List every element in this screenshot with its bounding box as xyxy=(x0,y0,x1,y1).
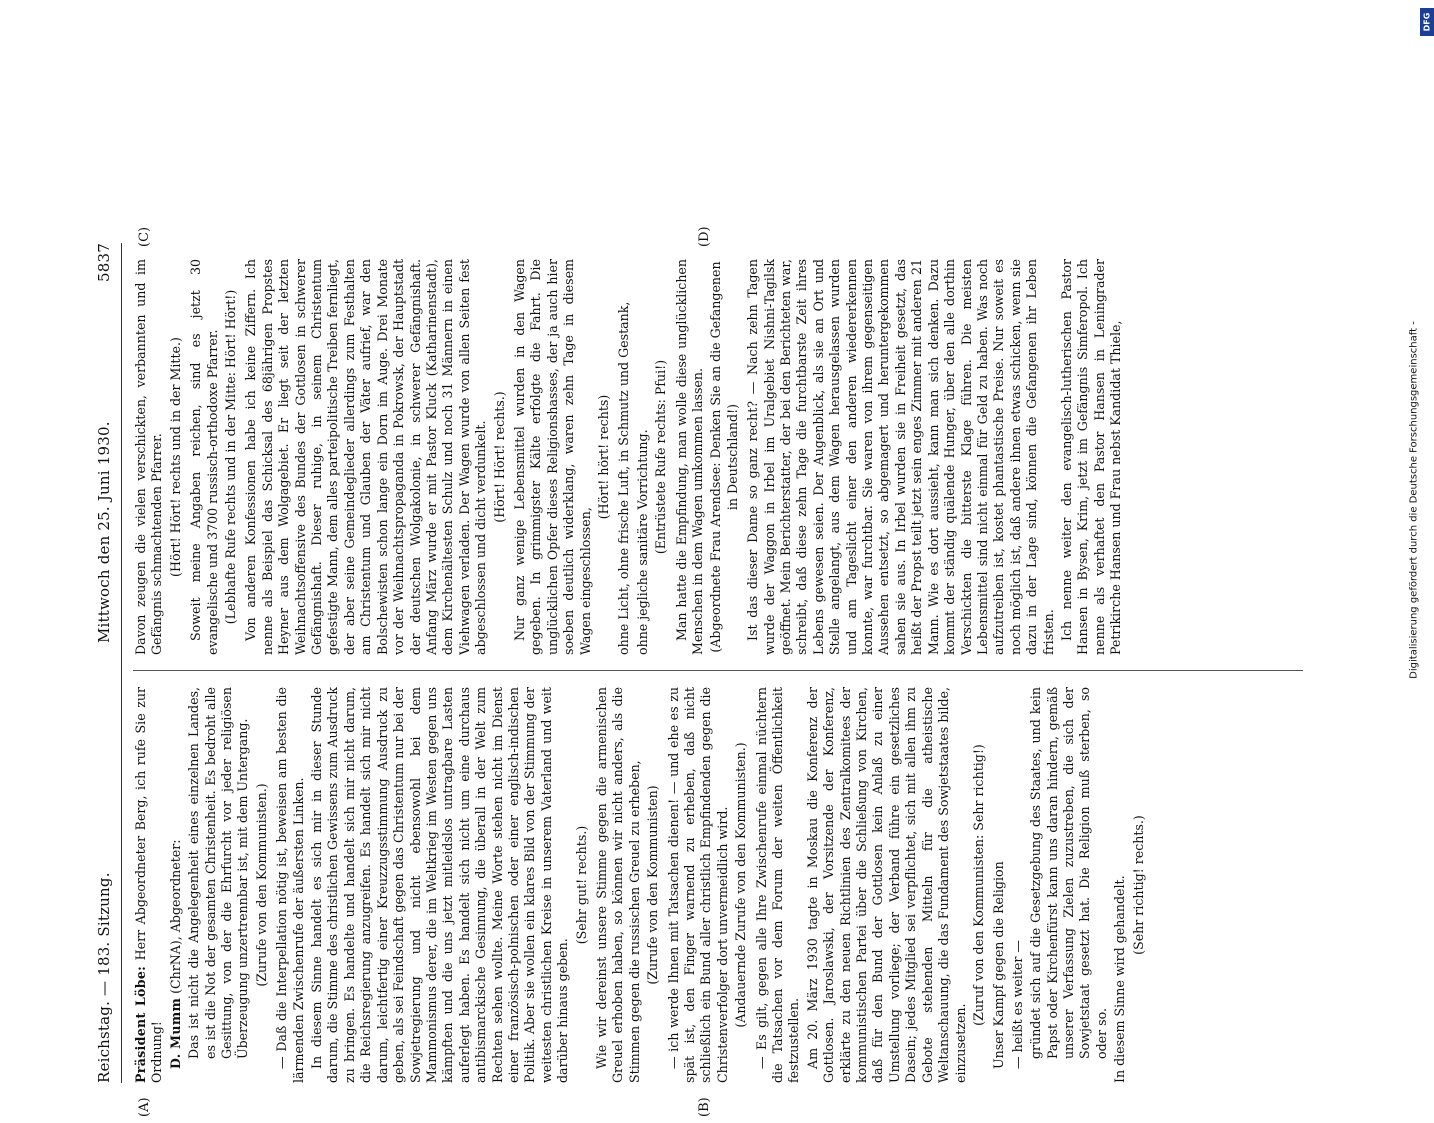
paragraph xyxy=(745,259,1057,655)
paragraph-text: (ChrNA), Abgeordneter: xyxy=(167,839,183,998)
paragraph-text: (Lebhafte Rufe rechts und in der Mitte: Hört! Hört!) xyxy=(222,289,238,624)
paragraph-text: — heißt es weiter — xyxy=(1009,939,1025,1069)
paragraph-text: Herr Abgeordneter Berg, ich rufe Sie zur Ordnung! xyxy=(132,686,164,1083)
right-column xyxy=(133,259,1308,655)
paragraph-text: (Zuruf von den Kommunisten: Sehr richtig!) xyxy=(970,743,986,1026)
paragraph xyxy=(753,687,802,1083)
paragraph-text: Ich nenne weiter den evangelisch-lutherischen Pastor Hansen in Bysen, Krim, jetzt im Gefängnis Simferopol. Ich nenne als verhaftet den Pastor Hansen in Leningrader Petrikirche Hansen und Frau nebst Kandidat Thiele, xyxy=(1058,258,1123,655)
paragraph-text: (Zurufe von den Kommunisten) xyxy=(644,784,660,985)
paragraph-text: (Hört! Hört! rechts.) xyxy=(491,390,507,523)
paragraph xyxy=(1028,687,1110,1083)
paragraph-text: (Hört! hört! rechts) xyxy=(595,394,611,519)
header-page-number: 5837 xyxy=(94,242,113,282)
header-date: Mittwoch den 25. Juni 1930. xyxy=(94,420,113,643)
paragraph-text: gründet sich auf die Gesetzgebung des Staates, und kein Papst oder Kirchenfürst kann uns daran hindern, gemäß unserer Verfassung Zielen zuzustreben, die sich der Sowjetstaat gesetzt hat. Die Religion muß sterben, so oder so. xyxy=(1027,686,1109,1059)
paragraph-text: Wie wir dereinst unsere Stimme gegen die armenischen Greuel erhoben haben, so können wir nicht anders, als die Stimmen gegen die russischen Greuel zu erheben, xyxy=(593,686,642,1083)
paragraph xyxy=(634,259,650,655)
left-column xyxy=(133,687,1308,1083)
paragraph xyxy=(593,687,642,1083)
paragraph xyxy=(274,687,307,1083)
paragraph-text: (Andauernde Zurufe von den Kommunisten.) xyxy=(732,741,748,1028)
paragraph-text: Soweit meine Angaben reichen, sind es jetzt 30 evangelische und 3700 russisch-orthodoxe Pfarrer. xyxy=(187,258,220,655)
paragraph-text: ohne Licht, ohne frische Luft, in Schmutz und Gestank, xyxy=(615,301,631,655)
paragraph-text: Ist das dieser Dame so ganz recht? — Nach zehn Tagen wurde der Waggon in Irbel im Uralgebiet Nishni-Tagilsk geöffnet. Mein Berichterstatter, der bei den Berichteten war, schreibt, daß diese zehn Tage die furchtbarste Zeit ihres Lebens gewesen seien. Der Augenblick, als sie an Ort und Stelle angelangt, aus dem Wagen herausgelassen wurden und am Tageslicht einer den anderen wiedererkennen konnte, war furchtbar. Sie waren von ihrem gegenseitigen Aussehen entsetzt, so abgemagert und heruntergekommen sahen sie aus. In Irbel wurden sie in Freiheit gesetzt, das heißt der Propst teilt jetzt sein enges Zimmer mit anderen 21 Mann. Wie es dort aussieht, kann man sich denken. Dazu kommt der ständig quälende Hunger, über den alle dorthin Verschickten die bitterste Klage führen. Die meisten Lebensmittel sind nicht einmal für Geld zu haben. Was noch aufzutreiben ist, kostet phantastische Preise. Nur soweit es noch möglich ist, daß andere ihnen etwas schicken, wenn sie dazu in der Lage sind, können die Gefangenen ihr Leben fristen. xyxy=(744,258,1056,655)
paragraph xyxy=(616,259,632,655)
paragraph xyxy=(167,687,183,1083)
paragraph xyxy=(223,259,239,655)
paragraph-text: Nur ganz wenige Lebensmittel wurden in den Wagen gegeben. In grimmigster Kälte erfolgte die Fahrt. Die unglücklichen Opfer dieses Religionshasses, der ja auch hier soeben deutlich widerklang, waren zehn Tage in diesem Wagen eingeschlossen, xyxy=(511,258,593,655)
paragraph xyxy=(1130,687,1146,1083)
paragraph xyxy=(1058,259,1124,655)
paragraph xyxy=(573,687,589,1083)
paragraph xyxy=(188,259,221,655)
page-header xyxy=(91,243,122,1083)
dfg-logo xyxy=(1420,8,1434,36)
paragraph xyxy=(253,687,269,1083)
paragraph-text: In diesem Sinne handelt es sich mir in dieser Stunde darum, die Stimme des christlichen Gewissens zum Ausdruck zu bringen. Es handelte und handelt sich mir nicht darum, die Reichsregierung anzugreifen. Es handelt sich mir nicht darum, leichtfertig einer Kreuzzugsstimmung Ausdruck zu geben, als sei Feindschaft gegen das Christentum nur bei der Sowjetregierung und nicht ebensowohl bei dem Mammonismus derer, die im Weltkrieg im Westen gegen uns kämpften und die uns jetzt mitleidslos untragbare Lasten auferlegt haben. Es handelt sich nicht um eine durchaus antibismarckische Gesinnung, die überall in der Welt zum Rechten sehen wollte. Meine Worte stehen nicht im Dienst einer französisch-polnischen oder einer englisch-indischen Politik. Aber sie wollen ein klares Bild von der Stimmung der weitesten christlichen Kreise in unserem Vaterland und weit darüber hinaus geben. xyxy=(308,686,570,1083)
paragraph-text: (Sehr richtig! rechts.) xyxy=(1130,814,1146,955)
margin-mark-b: (B) xyxy=(696,1096,712,1117)
speaker-name: D. Mumm xyxy=(167,997,183,1069)
rotated-page-content xyxy=(77,218,1322,1123)
paragraph-text: (Abgeordnete Frau Arendsee: Denken Sie an die Gefangenen in Deutschland!) xyxy=(707,260,740,653)
paragraph-text: Davon zeugen die vielen verschickten, verbannten und im Gefängnis schmachtenden Pfarrer. xyxy=(132,258,164,655)
paragraph xyxy=(804,687,968,1083)
margin-mark-c: (C) xyxy=(136,226,152,247)
paragraph xyxy=(991,687,1007,1083)
paragraph xyxy=(1112,687,1128,1083)
paragraph xyxy=(708,259,741,655)
paragraph-text: Unser Kampf gegen die Religion xyxy=(990,860,1006,1069)
dfg-logo-text: DFG xyxy=(1422,12,1432,32)
paragraph xyxy=(645,687,661,1083)
paragraph xyxy=(133,259,166,655)
paragraph xyxy=(167,259,183,655)
speaker-name: Präsident Löbe: xyxy=(132,965,148,1083)
paragraph-text: — Daß die Interpellation nötig ist, beweisen am besten die lärmenden Zwischenrufe der äußersten Linken. xyxy=(273,686,306,1083)
paragraph-text: — ich werde Ihnen mit Tatsachen dienen! — und ehe es zu spät ist, den Finger warnend zu erheben, daß nicht schließlich ein Bund aller christlich Empfindenden gegen die Christenverfolger dort unvermeidlich wird. xyxy=(665,686,730,1083)
paragraph xyxy=(309,687,572,1083)
paragraph-text: Man hatte die Empfindung, man wolle diese unglücklichen Menschen in dem Wagen umkommen lassen. xyxy=(673,258,705,655)
paragraph-text: (Sehr gut! rechts.) xyxy=(573,825,589,944)
digitization-note xyxy=(1402,6,1426,994)
digitization-note-text: Digitalisierung gefördert durch die Deutsche Forschungsgemeinschaft - xyxy=(1408,321,1420,679)
paragraph xyxy=(1009,687,1025,1083)
paragraph xyxy=(491,259,507,655)
paragraph-text: (Hört! Hört! rechts und in der Mitte.) xyxy=(167,336,183,577)
paragraph-text: — Es gilt, gegen alle Ihre Zwischenrufe einmal nüchtern die Tatsachen vor dem Forum der weiten Öffentlichkeit festzustellen. xyxy=(753,686,801,1083)
paragraph xyxy=(673,259,706,655)
margin-mark-a: (A) xyxy=(136,1096,152,1117)
paragraph xyxy=(243,259,489,655)
paragraph xyxy=(511,259,593,655)
column-divider xyxy=(133,670,1303,671)
paragraph xyxy=(595,259,611,655)
paragraph xyxy=(133,687,166,1083)
paragraph-text: (Zurufe von den Kommunisten.) xyxy=(253,782,269,987)
paragraph-text: (Entrüstete Rufe rechts: Pfui!) xyxy=(652,359,668,554)
paragraph-text: ohne jegliche sanitäre Vorrichtung. xyxy=(634,428,650,655)
paragraph xyxy=(970,687,986,1083)
paragraph xyxy=(186,687,252,1083)
paragraph xyxy=(665,687,731,1083)
paragraph xyxy=(733,687,749,1083)
paragraph-text: In diesem Sinne wird gehandelt. xyxy=(1111,874,1127,1083)
paragraph-text: Am 20. März 1930 tagte in Moskau die Konferenz der Gottlosen. Jaroslawski, der Vorsitzende der Konferenz, erklärte zu den neuen Richtlinien des Zentralkomitees der kommunistischen Partei über die Schließung von Kirchen, daß für den Bund der Gottlosen kein Anlaß zu einer Umstellung vorliege; der Verband führe ein gesetzliches Dasein; jedes Mitglied sei verpflichtet, sich mit allen ihm zu Gebote stehenden Mitteln für die atheistische Weltanschauung, die das Fundament des Sowjetstaates bilde, einzusetzen. xyxy=(804,686,967,1083)
margin-mark-d: (D) xyxy=(696,225,712,247)
header-session: Reichstag. — 183. Sitzung. xyxy=(94,871,113,1083)
paragraph xyxy=(653,259,669,655)
paragraph-text: Von anderen Konfessionen habe ich keine Ziffern. Ich nenne als Beispiel das Schicksal des 68jährigen Propstes Heyner aus dem Wolgagebiet. Er liegt seit der letzten Weihnachtsoffensive des Bundes der Gottlosen in schwerer Gefängnishaft. Dieser ruhige, in seinem Christentum gefestigte Mann, dem alles parteipolitische Treiben fernliegt, der aber seine Gemeindeglieder allerdings zum Festhalten am Christentum und Glauben der Väter aufrief, war den Bolschewisten schon lange ein Dorn im Auge. Drei Monate vor der Weihnachtspropaganda in Pokrowsk, der Hauptstadt der deutschen Wolgakolonie, in schwerer Gefängnishaft. Anfang März wurde er mit Pastor Kluck (Katharinenstadt), dem Kirchenältesten Schulz und noch 31 Männern in einen Viehwagen verladen. Der Wagen wurde von allen Seiten fest abgeschlossen und dicht verdunkelt. xyxy=(242,258,488,655)
paragraph-text: Das ist nicht die Angelegenheit eines einzelnen Landes, es ist die Not der gesamten Christenheit. Es bedroht alle Gesittung, von der die Ehrfurcht vor jeder religiösen Überzeugung unzertrennbar ist, mit dem Untergang. xyxy=(185,686,250,1059)
